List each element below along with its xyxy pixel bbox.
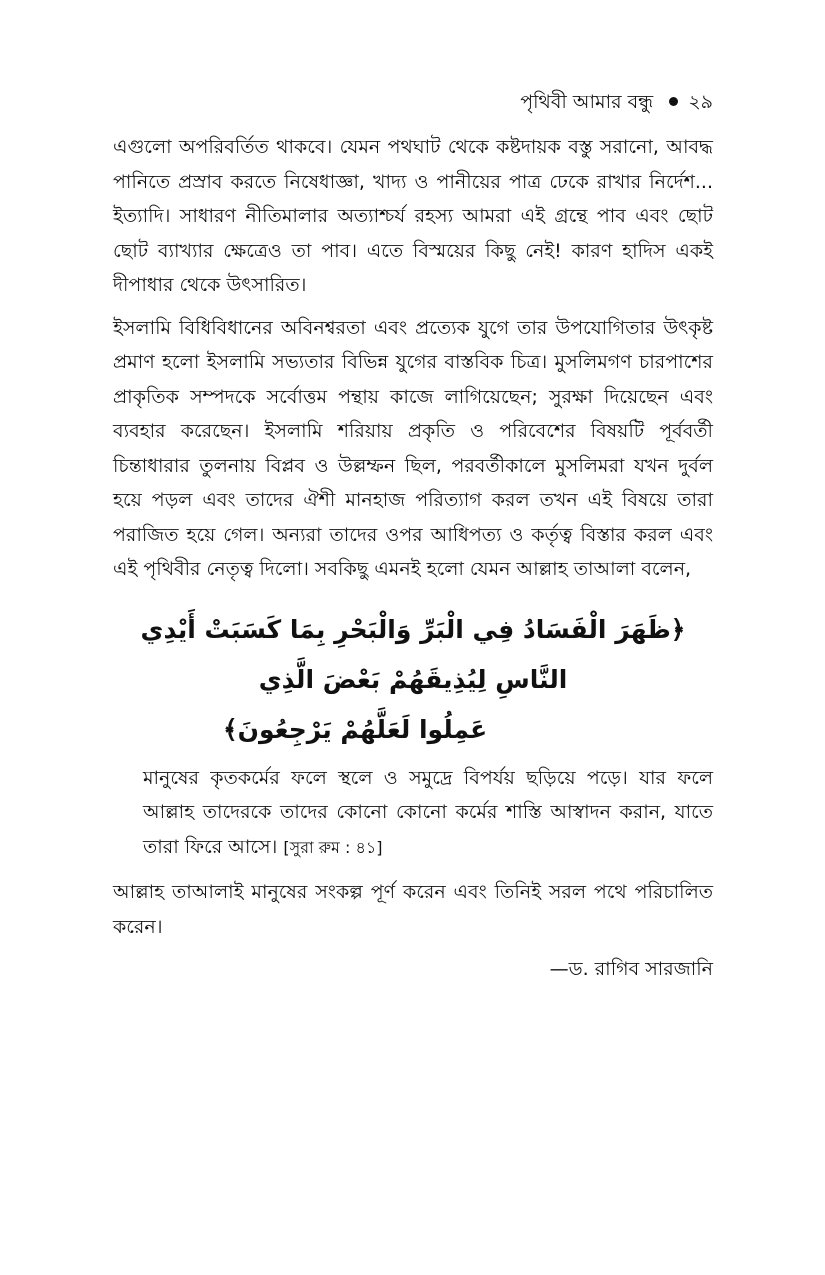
page-number: ২৯ [688,91,713,113]
verse-translation [143,761,713,866]
quran-verse-line-2: عَمِلُوا لَعَلَّهُمْ يَرْجِعُونَ﴾ [223,714,488,744]
quran-verse-line-1: ﴿ظَهَرَ الْفَسَادُ فِي الْبَرِّ وَالْبَحْرِ بِمَا كَسَبَتْ أَيْدِي النَّاسِ لِيُذِيقَهُمْ بَعْضَ الَّذِي [140,614,686,694]
closing-paragraph: আল্লাহ তাআলাই মানুষের সংকল্প পূর্ণ করেন এবং তিনিই সরল পথে পরিচালিত করেন। [113,881,713,938]
author-signature: —ড. রাগিব সারজানি [549,958,713,980]
running-header [113,88,713,116]
paragraph-1: এগুলো অপরিবর্তিত থাকবে। যেমন পথঘাট থেকে কষ্টদায়ক বস্তু সরানো, আবদ্ধ পানিতে প্রস্রাব করতে নিষেধাজ্ঞা, খাদ্য ও পানীয়ের পাত্র ঢেকে রাখার নির্দেশ... ইত্যাদি। সাধারণ নীতিমালার অত্যাশ্চর্য রহস্য আমরা এই গ্রন্থে পাব এবং ছোট ছোট ব্যাখ্যার ক্ষেত্রেও তা পাব। এতে বিস্ময়ের কিছু নেই! কারণ হাদিস একই দীপাধার থেকে উৎসারিত। [113,136,713,296]
paragraph-2: ইসলামি বিধিবিধানের অবিনশ্বরতা এবং প্রত্যেক যুগে তার উপযোগিতার উৎকৃষ্ট প্রমাণ হলো ইসলামি সভ্যতার বিভিন্ন যুগের বাস্তবিক চিত্র। মুসলিমগণ চারপাশের প্রাকৃতিক সম্পদকে সর্বোত্তম পন্থায় কাজে লাগিয়েছেন; সুরক্ষা দিয়েছেন এবং ব্যবহার করেছেন। ইসলামি শরিয়ায় প্রকৃতি ও পরিবেশের বিষয়টি পূর্ববর্তী চিন্তাধারার তুলনায় বিপ্লব ও উল্লম্ফন ছিল, পরবর্তীকালে মুসলিমরা যখন দুর্বল হয়ে পড়ল এবং তাদের ঐশী মানহাজ পরিত্যাগ করল তখন এই বিষয়ে তারা পরাজিত হয়ে গেল। অন্যরা তাদের ওপর আধিপত্য ও কর্তৃত্ব বিস্তার করল এবং এই পৃথিবীর নেতৃত্ব দিলো। সবকিছু এমনই হলো যেমন আল্লাহ তাআলা বলেন, [113,316,713,580]
book-page [113,88,713,986]
book-title: পৃথিবী আমার বন্ধু [520,91,654,113]
verse-reference: [সুরা রুম : ৪১] [283,837,383,857]
translation-text: মানুষের কৃতকর্মের ফলে স্থলে ও সমুদ্রে বিপর্যয় ছড়িয়ে পড়ে। যার ফলে আল্লাহ তাদেরকে তাদের কোনো কোনো কর্মের শাস্তি আস্বাদন করান, যাতে তারা ফিরে আসে। [143,766,713,858]
quran-verse [113,605,713,755]
bullet-dot-icon [669,97,678,106]
